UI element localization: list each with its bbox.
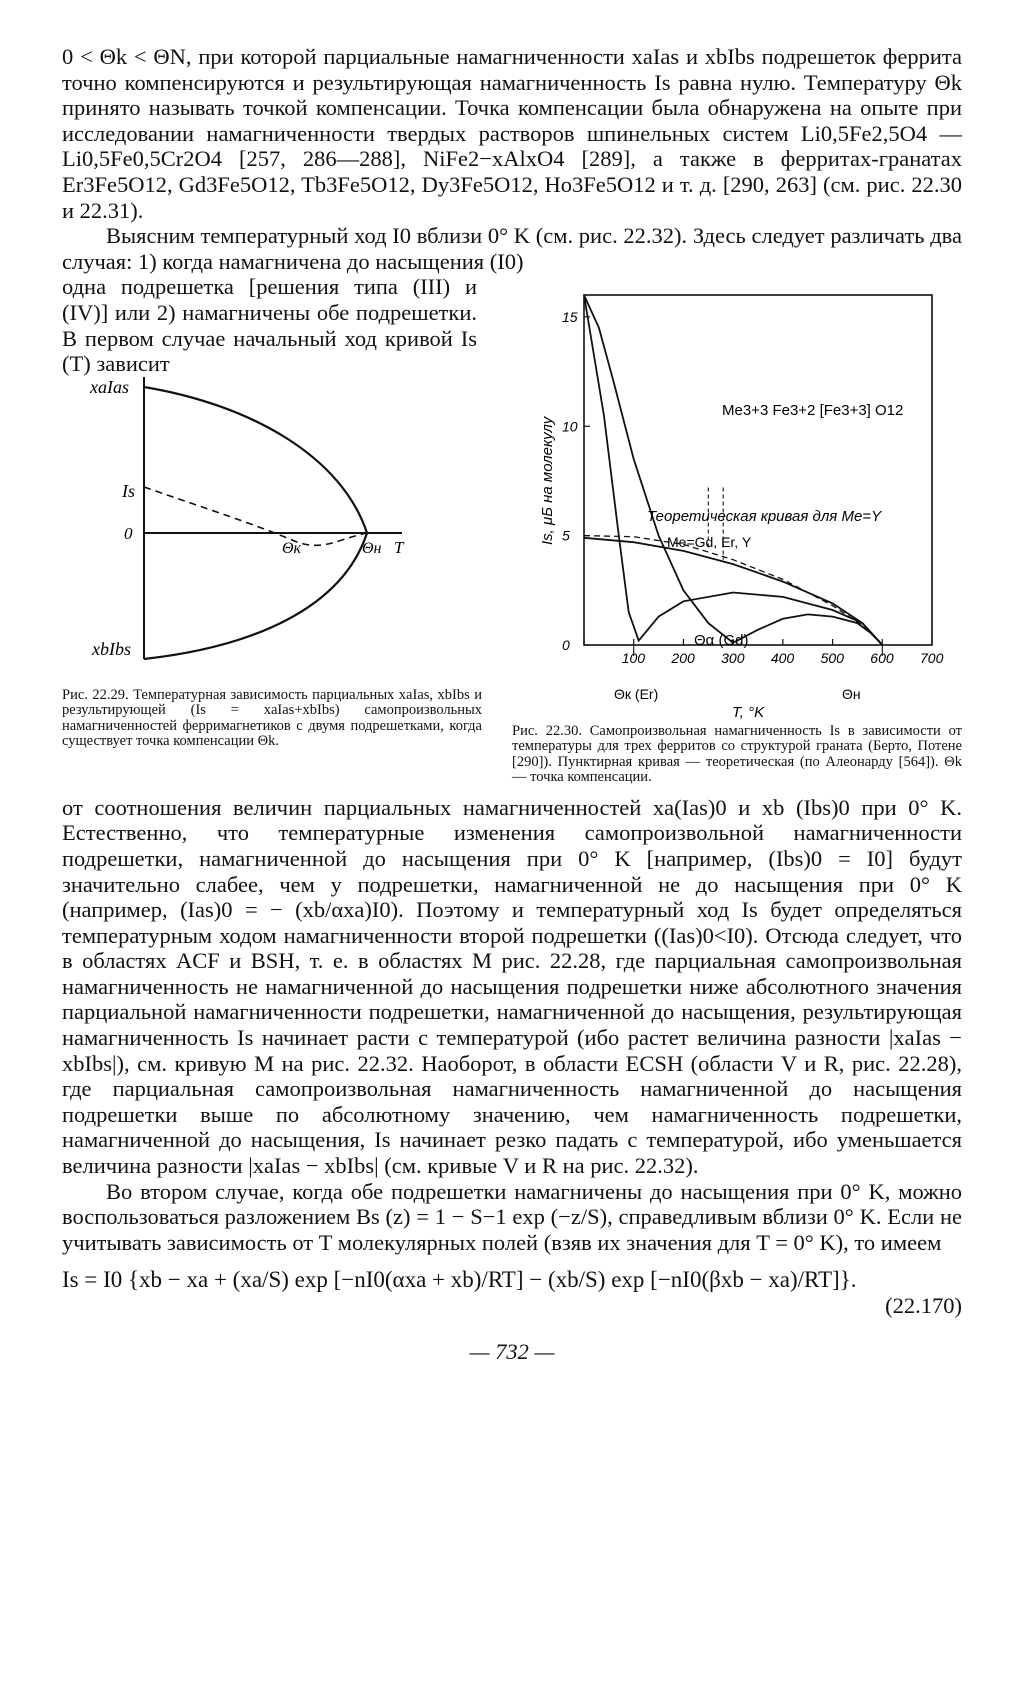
figure-22-30-caption: Рис. 22.30. Самопроизвольная намагниченность Is в зависимости от температуры для трех ферритов со структурой граната (Берто, Потене [290]). Пунктирная кривая — теоретическая (по Алеонарду [564]). Θk — точка компенсации. xyxy=(512,722,962,786)
x-tick-label: 100 xyxy=(621,649,646,666)
x-tick-label: 500 xyxy=(820,649,844,666)
x-tick-label: 700 xyxy=(920,649,944,666)
label-xbIbs: xbIbs xyxy=(92,638,131,659)
label-Is: Is xyxy=(122,480,135,501)
label-T: T xyxy=(394,537,404,557)
y-tick-label: 5 xyxy=(562,527,570,544)
annotation-theta-n: Θн xyxy=(842,685,861,702)
figure-22-30 xyxy=(512,285,962,786)
figure-22-29-caption: Рис. 22.29. Температурная зависимость парциальных xaIas, xbIbs и результирующей (Is = xaIas+xbIbs) самопроизвольных намагниченностей ферримагнетиков с двумя подрешетками, когда существует точка компенсации Θk. xyxy=(62,686,482,750)
label-theta-k: Θк xyxy=(282,539,302,557)
page-number: — 732 — xyxy=(469,1339,555,1365)
figure-22-30-chart xyxy=(512,285,962,721)
y-tick-label: 10 xyxy=(562,417,578,434)
annotation-formula: Me3+3 Fe3+2 [Fe3+3] O12 xyxy=(722,401,904,419)
x-tick-label: 600 xyxy=(870,649,894,666)
annotation-me-gd-er-y: Me=Gd, Er, Y xyxy=(667,533,752,550)
paragraph-1: 0 < Θk < ΘN, при которой парциальные намагниченности xaIas и xbIbs подрешеток феррита точно компенсируются и результирующая намагниченность Is равна нулю. Температуру Θk принято называть точкой компенсации. Точка компенсации была обнаружена на опыте при исследовании намагниченности твердых растворов шпинельных систем Li0,5Fe2,5O4 — Li0,5Fe0,5Cr2O4 [257, 286—288], NiFe2−xAlxO4 [289], а также в ферритах-гранатах Er3Fe5O12, Gd3Fe5O12, Tb3Fe5O12, Dy3Fe5O12, Ho3Fe5O12 и т. д. [290, 263] (см. рис. 22.30 и 22.31). xyxy=(62,44,962,223)
label-xaIas: xaIas xyxy=(90,376,129,397)
figure-22-29 xyxy=(62,377,482,750)
paragraph-3: от соотношения величин парциальных намагниченностей xa(Ias)0 и xb (Ibs)0 при 0° K. Естественно, что температурные изменения самопроизвольной намагниченности подрешетки, намагниченной до насыщения при 0° K [например, (Ibs)0 = I0] будут значительно слабее, чем у подрешетки, намагниченной не до насыщения при 0° K (например, (Ias)0 = − (xb/αxa)I0). Поэтому и температурный ход Is будет определяться температурным ходом намагниченности второй подрешетки ((Ias)0<I0). Отсюда следует, что в областях ACF и BSH, т. е. в областях M рис. 22.28, где парциальная самопроизвольная намагниченность не намагниченной до насыщения подрешетки ниже абсолютного значения парциальной намагниченности подрешетки, намагниченной до насыщения, результирующая намагниченность Is начинает расти с температурой (ибо растет величина разности |xaIas − xbIbs|), см. кривую M на рис. 22.32. Наоборот, в области ECSH (области V и R, рис. 22.28), где парциальная самопроизвольная намагниченность намагниченной до насыщения подрешетки выше по абсолютному значению, чем намагниченность подрешетки, намагниченной до насыщения, Is начинает резко падать с температурой, ибо уменьшается величина разности |xaIas − xbIbs| (см. кривые V и R на рис. 22.32). xyxy=(62,794,962,1179)
annotation-theta-alpha: Θα (Gd) xyxy=(694,631,749,649)
y-axis-label: Is, μБ на молекулу xyxy=(539,416,556,545)
figure-22-29-plot xyxy=(62,377,482,677)
page-body xyxy=(62,44,962,1365)
chart-frame xyxy=(584,295,932,645)
paragraph-2-left: одна подрешетка [решения типа (III) и (IV)] или 2) намагничены обе подрешетки. В первом случае начальный ход кривой Is (T) зависит xyxy=(62,274,477,377)
label-theta-n: Θн xyxy=(362,539,382,557)
annotation-theoretical: Теоретическая кривая для Me=Y xyxy=(647,507,882,525)
paragraph-4: Во втором случае, когда обе подрешетки намагничены до насыщения при 0° K, можно воспользоваться разложением Bs (z) = 1 − S−1 exp (−z/S), справедливым вблизи 0° K. Если не учитывать зависимость от T молекулярных полей (взяв их значения для T = 0° K), то имеем xyxy=(62,1178,962,1255)
label-zero: 0 xyxy=(124,523,133,543)
x-tick-label: 300 xyxy=(721,649,745,666)
x-axis-label: T, °K xyxy=(732,703,765,721)
x-tick-label: 200 xyxy=(671,649,695,666)
y-tick-label: 0 xyxy=(562,636,570,653)
equation-number: (22.170) xyxy=(885,1293,962,1319)
formula-22-170: Is = I0 {xb − xa + (xa/S) exp [−nI0(αxa + xb)/RT] − (xb/S) exp [−nI0(βxb − xa)/RT]}. xyxy=(62,1267,857,1293)
x-tick-label: 400 xyxy=(770,649,795,666)
paragraph-2-top: Выясним температурный ход I0 вблизи 0° K (см. рис. 22.32). Здесь следует различать два случая: 1) когда намагничена до насыщения (I0) xyxy=(62,223,962,274)
y-tick-label: 15 xyxy=(562,308,578,325)
annotation-theta-k: Θк (Er) xyxy=(614,685,659,702)
series-line-4 xyxy=(584,535,882,644)
series-line-2 xyxy=(584,295,882,645)
series-line-3 xyxy=(584,538,882,645)
